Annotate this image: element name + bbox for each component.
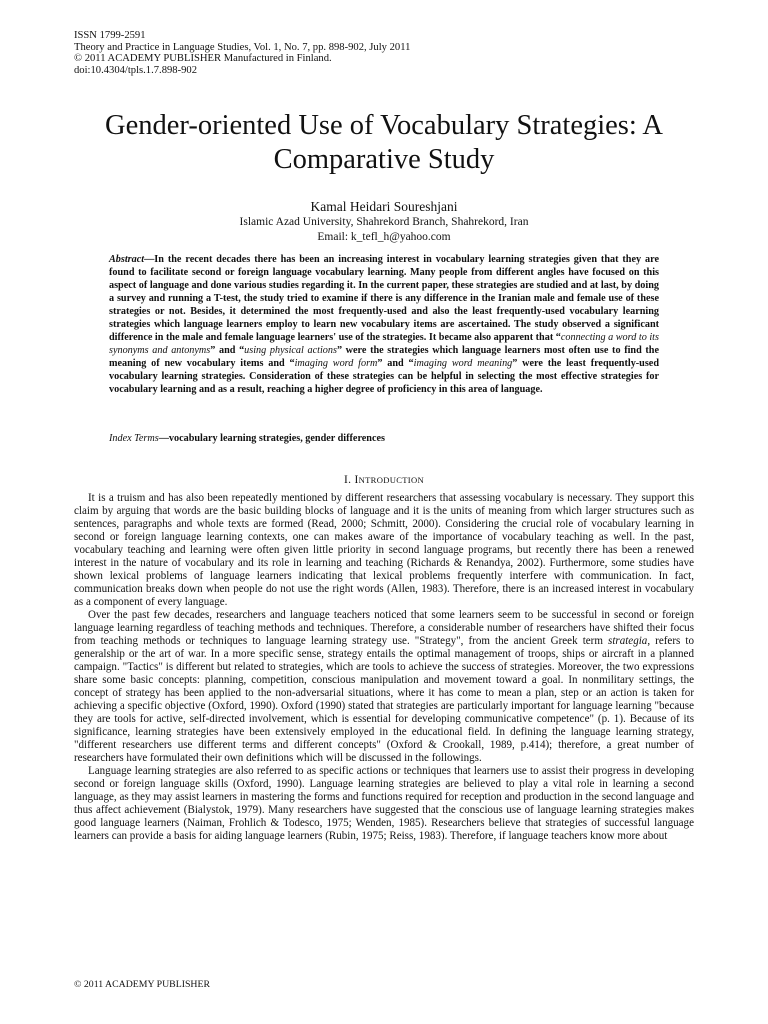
abstract-text-1: —In the recent decades there has been an increasing interest in vocabulary learning strategies given that they are found to facilitate second or foreign language vocabulary learning. Many people from different angles have focused on this aspect of language and done various studies regarding it. In the current paper, these strategies are studied and at last, by doing a survey and running a T-test, the study tried to examine if there is any difference in the Iranian male and female use of these strategies or not. Besides, it determined the most frequently-used and also the least frequently-used vocabulary learning strategies which language learners employ to learn new vocabulary items are ascertained. The study observed a significant difference in the male and female language learners' use of the strategies. It became also apparent that “ — [109, 254, 659, 344]
section-number: I. — [343, 474, 352, 486]
author-email: Email: k_tefl_h@yahoo.com — [317, 231, 451, 243]
author-affiliation: Islamic Azad University, Shahrekord Branch, Shahrekord, Iran — [239, 216, 529, 228]
index-terms-text: —vocabulary learning strategies, gender differences — [158, 433, 385, 444]
abstract-text-2: ” and “ — [210, 345, 245, 357]
issn-line: ISSN 1799-2591 — [74, 30, 146, 41]
paragraph-2-italic-term: strategia — [608, 635, 648, 648]
author-block — [60, 199, 708, 245]
abstract-quote-2: using physical actions — [244, 345, 337, 357]
paragraph-3: Language learning strategies are also referred to as specific actions or techniques that learners use to assist their progress in developing second or foreign language skills (Oxford, 1990). Language learning strategies are believed to play a vital role in learning a second language, as they may assist learners in mastering the forms and functions required for reception and production in the second language and thus affect achievement (Bialystok, 1979). Many researchers have suggested that the conscious use of language learning strategies makes good language learners (Naiman, Frohlich & Todesco, 1975; Wenden, 1985). Researchers believe that strategies of successful language learners can provide a basis for aiding language learners (Rubin, 1975; Reiss, 1983). Therefore, if language teachers know more about — [74, 765, 694, 843]
paragraph-2-part-a: Over the past few decades, researchers and language teachers noticed that some learners seem to be successful in second or foreign language learning regardless of teaching methods and techniques. Therefore, a considerable number of researchers have shifted their focus from teaching methods or techniques to language learning strategy use. "Strategy", from the ancient Greek term — [74, 609, 694, 648]
section-heading-introduction — [0, 473, 768, 487]
index-terms — [109, 432, 385, 445]
abstract-text-3: ” were the strategies which language learners most often use to find the meaning of new vocabulary items and “ — [109, 345, 659, 370]
journal-header — [74, 30, 410, 76]
section-title-rest: NTRODUCTION — [358, 475, 424, 485]
paragraph-2 — [74, 609, 694, 765]
abstract-quote-3: imaging word form — [294, 358, 378, 370]
section-title-initial: I — [354, 474, 359, 486]
journal-citation-line: Theory and Practice in Language Studies, Vol. 1, No. 7, pp. 898-902, July 2011 — [74, 41, 411, 53]
page-footer: © 2011 ACADEMY PUBLISHER — [74, 979, 210, 990]
paragraph-2-part-b: , refers to generalship or the art of war. In a more specific sense, strategy entails the optimal management of troops, ships or aircraft in a planned campaign. "Tactics" is different but related to strategies, which are tools to achieve the success of strategies. Moreover, the two expressions share some basic concepts: planning, competition, conscious manipulation and movement toward a goal. In nonmilitary settings, the concept of strategy has been applied to the non-adversarial situations, where it has come to mean a plan, step or an action is taken for achieving a specific objective (Oxford, 1990). Oxford (1990) stated that strategies are particularly important for language learning "because they are tools for active, self-directed involvement, which is essential for developing communicative competence" (p. 1). Because of its significance, learning strategies have been extensively employed in the educational field. In defining the language learning strategy, "different researchers use different terms and different concepts" (Oxford & Crookall, 1989, p.414); therefore, a great number of researchers have formulated their own definitions which will be discussed in the followings. — [74, 635, 694, 765]
author-name: Kamal Heidari Soureshjani — [310, 199, 458, 214]
abstract-quote-4: imaging word meaning — [413, 358, 513, 370]
abstract — [109, 253, 659, 397]
copyright-line: © 2011 ACADEMY PUBLISHER Manufactured in Finland. — [74, 53, 332, 65]
doi-line: doi:10.4304/tpls.1.7.898-902 — [74, 64, 198, 76]
paper-title: Gender-oriented Use of Vocabulary Strategies: A Comparative Study — [105, 110, 663, 175]
abstract-lead: Abstract — [109, 254, 145, 265]
index-terms-lead: Index Terms — [109, 433, 159, 444]
abstract-text-5: ” were the least frequently-used vocabulary learning strategies. Consideration of these strategies can be helpful in selecting the most effective strategies for vocabulary learning and as a result, reaching a higher degree of proficiency in this area of language. — [109, 358, 659, 396]
abstract-text-4: ” and “ — [377, 358, 414, 370]
paragraph-1: It is a truism and has also been repeatedly mentioned by different researchers that assessing vocabulary is necessary. They support this claim by arguing that words are the basic building blocks of language and it is the units of meaning from which larger structures such as sentences, paragraphs and whole texts are formed (Read, 2000; Schmitt, 2000). Considering the crucial role of vocabulary learning in second or foreign language learning contexts, one can makes aware of the importance of vocabulary teaching as well. In the past, vocabulary teaching and learning were often given little priority in second language programs, but recently there has been a renewed interest in the nature of vocabulary and its role in learning and teaching (Richards & Renandya, 2002). Furthermore, some studies have shown lexical problems of language learners indicating that lexical problems frequently interfere with communication. In fact, communication breaks down when people do not use the right words (Allen, 1983). Therefore, there is an increased interest in vocabulary as a component of every language. — [74, 492, 694, 609]
introduction-body — [74, 492, 694, 843]
abstract-quote-1: connecting a word to its synonyms and antonyms — [109, 332, 659, 357]
